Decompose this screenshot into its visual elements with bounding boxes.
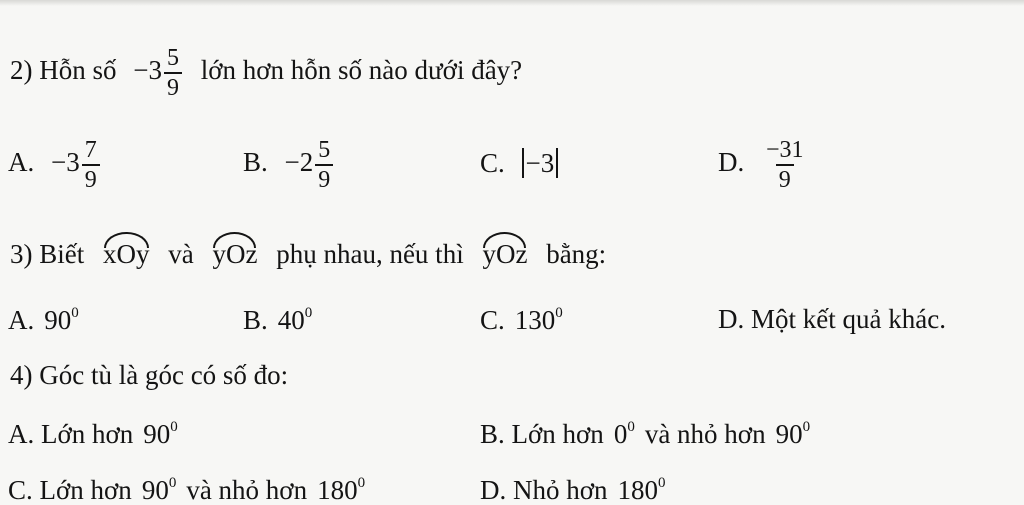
- q2-prefix: 2) Hỗn số: [10, 55, 117, 86]
- q3-c-degree: 0: [555, 305, 563, 321]
- cropped-previous-line: [0, 0, 1024, 6]
- q4-c-text: C. Lớn hơn: [8, 475, 132, 505]
- q4-d-value: 180: [617, 475, 659, 505]
- q4-option-a: [8, 420, 178, 448]
- q3-mid2: phụ nhau, nếu thì: [276, 239, 464, 269]
- q4-option-c: [8, 476, 365, 504]
- q2-b-num: 5: [318, 137, 331, 163]
- q3-suffix: bằng:: [546, 239, 607, 269]
- q2-b-whole: −2: [284, 147, 314, 178]
- q4-b-value1: 0: [613, 419, 628, 449]
- q3-a-degree: 0: [71, 305, 79, 321]
- q3-option-d: [718, 306, 946, 333]
- q3-prefix: 3) Biết: [10, 239, 85, 269]
- q2-a-fraction: [82, 138, 100, 192]
- q3-angle-yoz: yOz: [212, 232, 257, 268]
- q4-c-value1: 90: [141, 475, 169, 505]
- q4-b-degree2: 0: [802, 419, 811, 435]
- q2-mixed-den: 9: [164, 72, 182, 100]
- q2-b-fraction: [315, 138, 333, 192]
- q3-mid: và: [168, 239, 194, 269]
- q3-angle-yoz-2: yOz: [482, 232, 527, 268]
- q3-option-b: [243, 306, 312, 334]
- q2-c-absolute-value: −3: [522, 148, 559, 178]
- q4-a-degree: 0: [170, 419, 178, 435]
- question-2: [10, 46, 522, 100]
- q4-b-text: B. Lớn hơn: [480, 419, 604, 449]
- q4-option-b: [480, 420, 810, 448]
- q3-option-a: [8, 306, 79, 334]
- q2-d-fraction: [763, 138, 807, 192]
- question-4: [10, 362, 288, 389]
- q2-suffix: lớn hơn hỗn số nào dưới đây?: [200, 55, 523, 86]
- q2-a-den: 9: [82, 164, 100, 192]
- q4-d-degree: 0: [658, 475, 666, 491]
- q4-c-mid: và nhỏ hơn: [186, 475, 308, 505]
- q4-c-value2: 180: [317, 475, 358, 505]
- q3-a-label: A.: [8, 305, 35, 335]
- q3-b-label: B.: [243, 305, 268, 335]
- q2-a-whole: −3: [51, 147, 80, 178]
- q2-a-num: 7: [84, 137, 97, 163]
- q4-c-degree2: 0: [357, 475, 366, 491]
- q4-option-d: [480, 476, 666, 504]
- q2-a-label: A.: [8, 147, 35, 178]
- q3-a-value: 90: [44, 305, 72, 335]
- q3-option-c: [480, 306, 563, 334]
- q4-d-text: D. Nhỏ hơn: [480, 475, 608, 505]
- q2-c-label: C.: [480, 148, 505, 178]
- q2-mixed-whole: −3: [133, 55, 162, 86]
- q2-option-c: [480, 150, 558, 177]
- q2-mixed-fraction: [164, 46, 182, 100]
- q3-angle-xoy: xOy: [103, 232, 150, 268]
- q2-mixed-num: 5: [166, 45, 179, 71]
- q2-option-d: [718, 138, 809, 192]
- q2-d-label: D.: [718, 147, 745, 178]
- q2-d-den: 9: [776, 164, 794, 192]
- q2-option-a: [8, 138, 102, 192]
- q4-c-degree1: 0: [168, 475, 177, 491]
- question-3: [10, 232, 606, 268]
- q2-b-den: 9: [315, 164, 333, 192]
- q2-option-b: [243, 138, 335, 192]
- q3-c-label: C.: [480, 305, 505, 335]
- q3-b-value: 40: [277, 305, 305, 335]
- q2-d-num: −31: [766, 137, 804, 163]
- q4-a-text: A. Lớn hơn: [8, 419, 134, 449]
- q2-b-label: B.: [243, 147, 268, 178]
- q4-b-degree1: 0: [627, 419, 635, 435]
- q3-c-value: 130: [514, 305, 556, 335]
- q4-b-mid: và nhỏ hơn: [644, 419, 766, 449]
- q3-d-text: D. Một kết quả khác.: [718, 304, 946, 334]
- q4-b-value2: 90: [775, 419, 803, 449]
- q3-b-degree: 0: [304, 305, 313, 321]
- q4-question: 4) Góc tù là góc có số đo:: [10, 360, 289, 390]
- q4-a-value: 90: [143, 419, 171, 449]
